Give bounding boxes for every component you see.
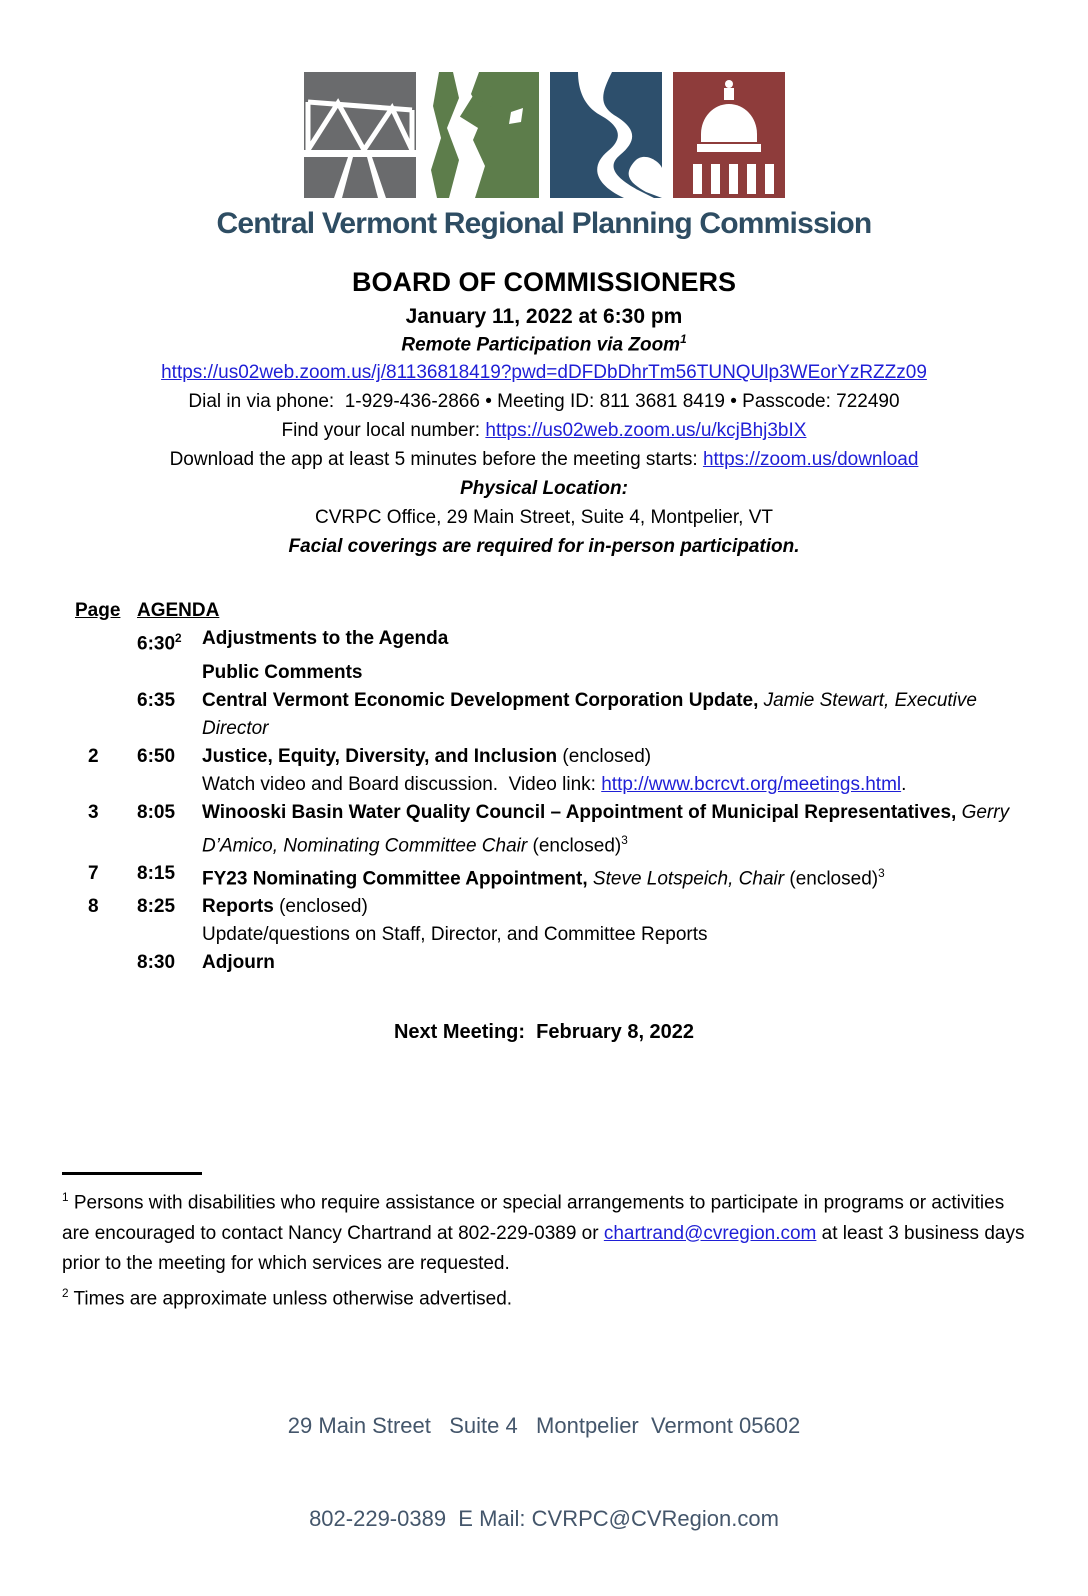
agenda-row-page [75, 687, 137, 743]
text-segment: 3 [621, 833, 628, 847]
agenda-row-item [202, 659, 1026, 687]
logo-tiles [0, 72, 1088, 198]
agenda-row-page: 2 [88, 745, 99, 767]
agenda-row-page: 3 [88, 801, 99, 823]
text-segment: at least 3 business days prior to the meeting for which services are requested. [62, 1222, 1030, 1274]
agenda-row-page [75, 771, 137, 799]
agenda-row-time: 8:05 [137, 801, 176, 823]
text-segment: Reports [202, 896, 274, 918]
text-segment: Update/questions on Staff, Director, and Committee Reports [202, 924, 708, 946]
agenda-row-item [202, 949, 1026, 977]
agenda-row-item [202, 743, 1026, 771]
local-number-link[interactable]: https://us02web.zoom.us/u/kcjBhj3bIX [485, 420, 807, 442]
footnote-text [69, 1288, 513, 1309]
text-segment: Persons with disabilities who require assistance or special arrangements to participate in programs or activities are encouraged to contact Nancy Chartrand at 802-229-0389 or [62, 1192, 1010, 1244]
agenda-row-page: 7 [88, 862, 99, 884]
footnote-number: 2 [62, 1286, 69, 1300]
truss-bridge-icon [304, 72, 416, 198]
agenda-row-time [137, 771, 202, 799]
agenda-row-time: 6:50 [137, 745, 176, 767]
time-value: 6:30 [137, 633, 176, 655]
document-footer [0, 1348, 1088, 1596]
text-segment: (enclosed) [273, 896, 368, 918]
text-segment: (enclosed) [557, 745, 652, 767]
agenda-row-page: 8 [88, 896, 99, 918]
footnotes-section [62, 1172, 1030, 1314]
text-segment: 3 [878, 866, 885, 880]
page-column-header: Page [75, 600, 121, 622]
text-segment: Adjustments to the Agenda [202, 628, 449, 650]
footnote-ref-1: 1 [680, 333, 687, 346]
text-segment: Watch video and Board discussion. Video link: [202, 773, 602, 795]
text-segment: Times are approximate unless otherwise advertised. [68, 1287, 513, 1309]
text-segment: (enclosed) [527, 834, 622, 856]
text-segment: Central Vermont Economic Development Corporation Update, [202, 689, 759, 711]
text-segment: Adjourn [202, 952, 275, 974]
text-segment: Gerry D’Amico, Nominating Committee Chair [202, 801, 1015, 856]
download-link[interactable]: https://zoom.us/download [702, 449, 919, 471]
text-segment: (enclosed) [784, 868, 879, 890]
agenda-row-time: 8:30 [137, 952, 176, 974]
remote-label: Remote Participation via Zoom [401, 334, 681, 356]
remote-participation-note [0, 333, 1088, 356]
text-segment: Steve Lotspeich, Chair [587, 868, 785, 890]
agenda-table [75, 597, 1026, 977]
text-segment: FY23 Nominating Committee Appointment, [202, 868, 588, 890]
document-title: BOARD OF COMMISSIONERS [351, 267, 736, 297]
capitol-dome-icon [673, 72, 785, 198]
physical-location-label: Physical Location: [460, 478, 628, 500]
zoom-link-line [0, 361, 1088, 385]
text-segment: Jamie Stewart, Executive Director [202, 689, 983, 739]
next-meeting-note: Next Meeting: February 8, 2022 [393, 1021, 695, 1044]
text-segment: . [901, 773, 907, 795]
river-icon [550, 72, 662, 198]
agenda-row-page [75, 625, 137, 658]
agenda-row-item [202, 687, 1026, 743]
footnote-separator [62, 1172, 202, 1175]
vermont-map-icon [427, 72, 539, 198]
agenda-row-time [137, 659, 202, 687]
footer-contact: 802-229-0389 E Mail: CVRPC@CVRegion.com [309, 1505, 779, 1531]
agenda-row-item [202, 921, 1026, 949]
agenda-row-item [202, 625, 1026, 658]
agenda-row-item [202, 771, 1026, 799]
text-segment: Public Comments [202, 661, 363, 683]
text-segment: Justice, Equity, Diversity, and Inclusion [202, 745, 558, 767]
agenda-row-time [137, 921, 202, 949]
agenda-row-time: 8:25 [137, 896, 176, 918]
meeting-datetime: January 11, 2022 at 6:30 pm [405, 305, 683, 328]
dial-in-line: Dial in via phone: 1-929-436-2866 • Meeting ID: 811 3681 8419 • Passcode: 722490 [188, 391, 900, 413]
agenda-row-time [137, 625, 202, 658]
agenda-row-item [202, 860, 1026, 893]
agenda-section [75, 597, 1026, 977]
download-label: Download the app at least 5 minutes before the meeting starts: [169, 449, 703, 471]
text-segment: Winooski Basin Water Quality Council – Appointment of Municipal Representatives, [202, 801, 957, 823]
footnote-1 [62, 1183, 1030, 1278]
cvrpc-logo [0, 0, 1088, 241]
footnote-number: 1 [62, 1191, 69, 1205]
inline-link[interactable]: chartrand@cvregion.com [603, 1222, 817, 1244]
footnote-ref-2: 2 [175, 632, 182, 646]
agenda-row-page [75, 659, 137, 687]
org-name: Central Vermont Regional Planning Commission [216, 207, 872, 240]
local-number-label: Find your local number: [281, 420, 486, 442]
footnote-text [62, 1193, 1030, 1274]
agenda-row-time: 6:35 [137, 689, 176, 711]
agenda-row-page [75, 949, 137, 977]
agenda-row-time: 8:15 [137, 862, 176, 884]
physical-location-address: CVRPC Office, 29 Main Street, Suite 4, Montpelier, VT [315, 507, 773, 529]
agenda-row-page [75, 921, 137, 949]
footer-address: 29 Main Street Suite 4 Montpelier Vermont 05602 [287, 1412, 801, 1438]
agenda-row-item [202, 799, 1026, 860]
download-app-line [0, 448, 1088, 472]
agenda-row-item [202, 893, 1026, 921]
inline-link[interactable]: http://www.bcrcvt.org/meetings.html [601, 773, 902, 795]
local-number-line [0, 419, 1088, 443]
facial-covering-note: Facial coverings are required for in-person participation. [288, 536, 800, 558]
agenda-column-header: AGENDA [137, 600, 220, 622]
zoom-meeting-link[interactable]: https://us02web.zoom.us/j/81136818419?pwd=dDFDbDhrTm56TUNQUlp3WEorYzRZZz09 [161, 362, 927, 384]
footnote-2 [62, 1279, 1030, 1314]
